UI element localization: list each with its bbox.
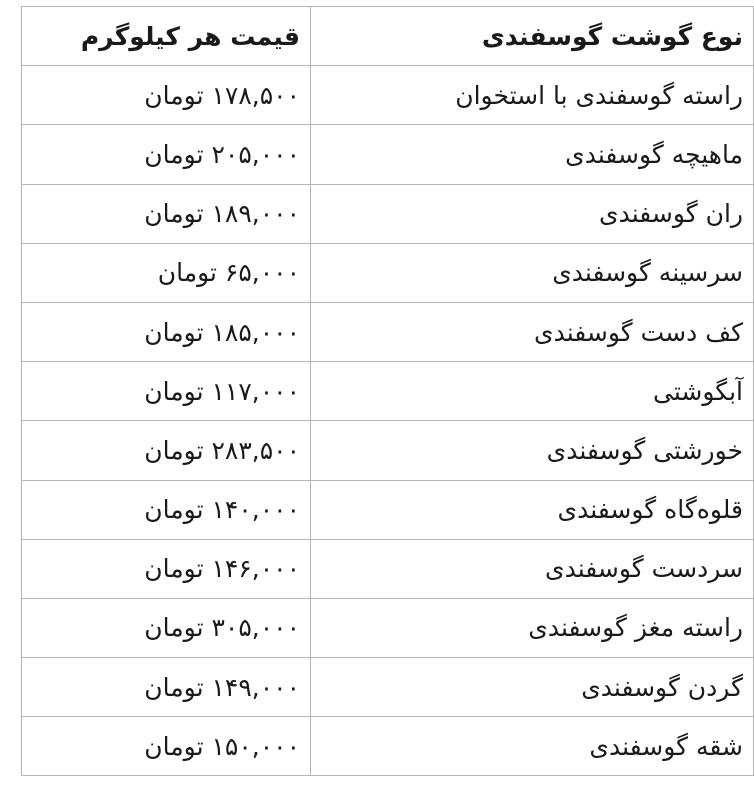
meat-type-cell: راسته مغز گوسفندی bbox=[311, 598, 754, 657]
table-row bbox=[22, 421, 754, 480]
meat-type-cell: سردست گوسفندی bbox=[311, 539, 754, 598]
table-row bbox=[22, 184, 754, 243]
price-cell: ۱۵۰,۰۰۰ تومان bbox=[22, 717, 311, 776]
meat-type-cell: سرسینه گوسفندی bbox=[311, 243, 754, 302]
price-cell: ۱۴۹,۰۰۰ تومان bbox=[22, 658, 311, 717]
table-header-row bbox=[22, 7, 754, 66]
price-cell: ۱۴۰,۰۰۰ تومان bbox=[22, 480, 311, 539]
meat-type-cell: گردن گوسفندی bbox=[311, 658, 754, 717]
meat-type-cell: خورشتی گوسفندی bbox=[311, 421, 754, 480]
meat-type-cell: قلوه‌گاه گوسفندی bbox=[311, 480, 754, 539]
table-row bbox=[22, 66, 754, 125]
price-cell: ۶۵,۰۰۰ تومان bbox=[22, 243, 311, 302]
table-row bbox=[22, 243, 754, 302]
table-row bbox=[22, 302, 754, 361]
table-row bbox=[22, 539, 754, 598]
price-cell: ۲۰۵,۰۰۰ تومان bbox=[22, 125, 311, 184]
header-meat-type: نوع گوشت گوسفندی bbox=[311, 7, 754, 66]
meat-type-cell: شقه گوسفندی bbox=[311, 717, 754, 776]
meat-type-cell: کف دست گوسفندی bbox=[311, 302, 754, 361]
meat-type-cell: ران گوسفندی bbox=[311, 184, 754, 243]
table-row bbox=[22, 598, 754, 657]
price-cell: ۱۸۵,۰۰۰ تومان bbox=[22, 302, 311, 361]
header-price-per-kg: قیمت هر کیلوگرم bbox=[22, 7, 311, 66]
price-cell: ۱۱۷,۰۰۰ تومان bbox=[22, 362, 311, 421]
table-row bbox=[22, 480, 754, 539]
table-row bbox=[22, 362, 754, 421]
table-row bbox=[22, 125, 754, 184]
price-cell: ۱۷۸,۵۰۰ تومان bbox=[22, 66, 311, 125]
price-cell: ۳۰۵,۰۰۰ تومان bbox=[22, 598, 311, 657]
meat-type-cell: آبگوشتی bbox=[311, 362, 754, 421]
mutton-price-table bbox=[21, 6, 754, 776]
table-row bbox=[22, 658, 754, 717]
price-cell: ۲۸۳,۵۰۰ تومان bbox=[22, 421, 311, 480]
price-cell: ۱۴۶,۰۰۰ تومان bbox=[22, 539, 311, 598]
meat-type-cell: راسته گوسفندی با استخوان bbox=[311, 66, 754, 125]
price-cell: ۱۸۹,۰۰۰ تومان bbox=[22, 184, 311, 243]
meat-type-cell: ماهیچه گوسفندی bbox=[311, 125, 754, 184]
table-row bbox=[22, 717, 754, 776]
